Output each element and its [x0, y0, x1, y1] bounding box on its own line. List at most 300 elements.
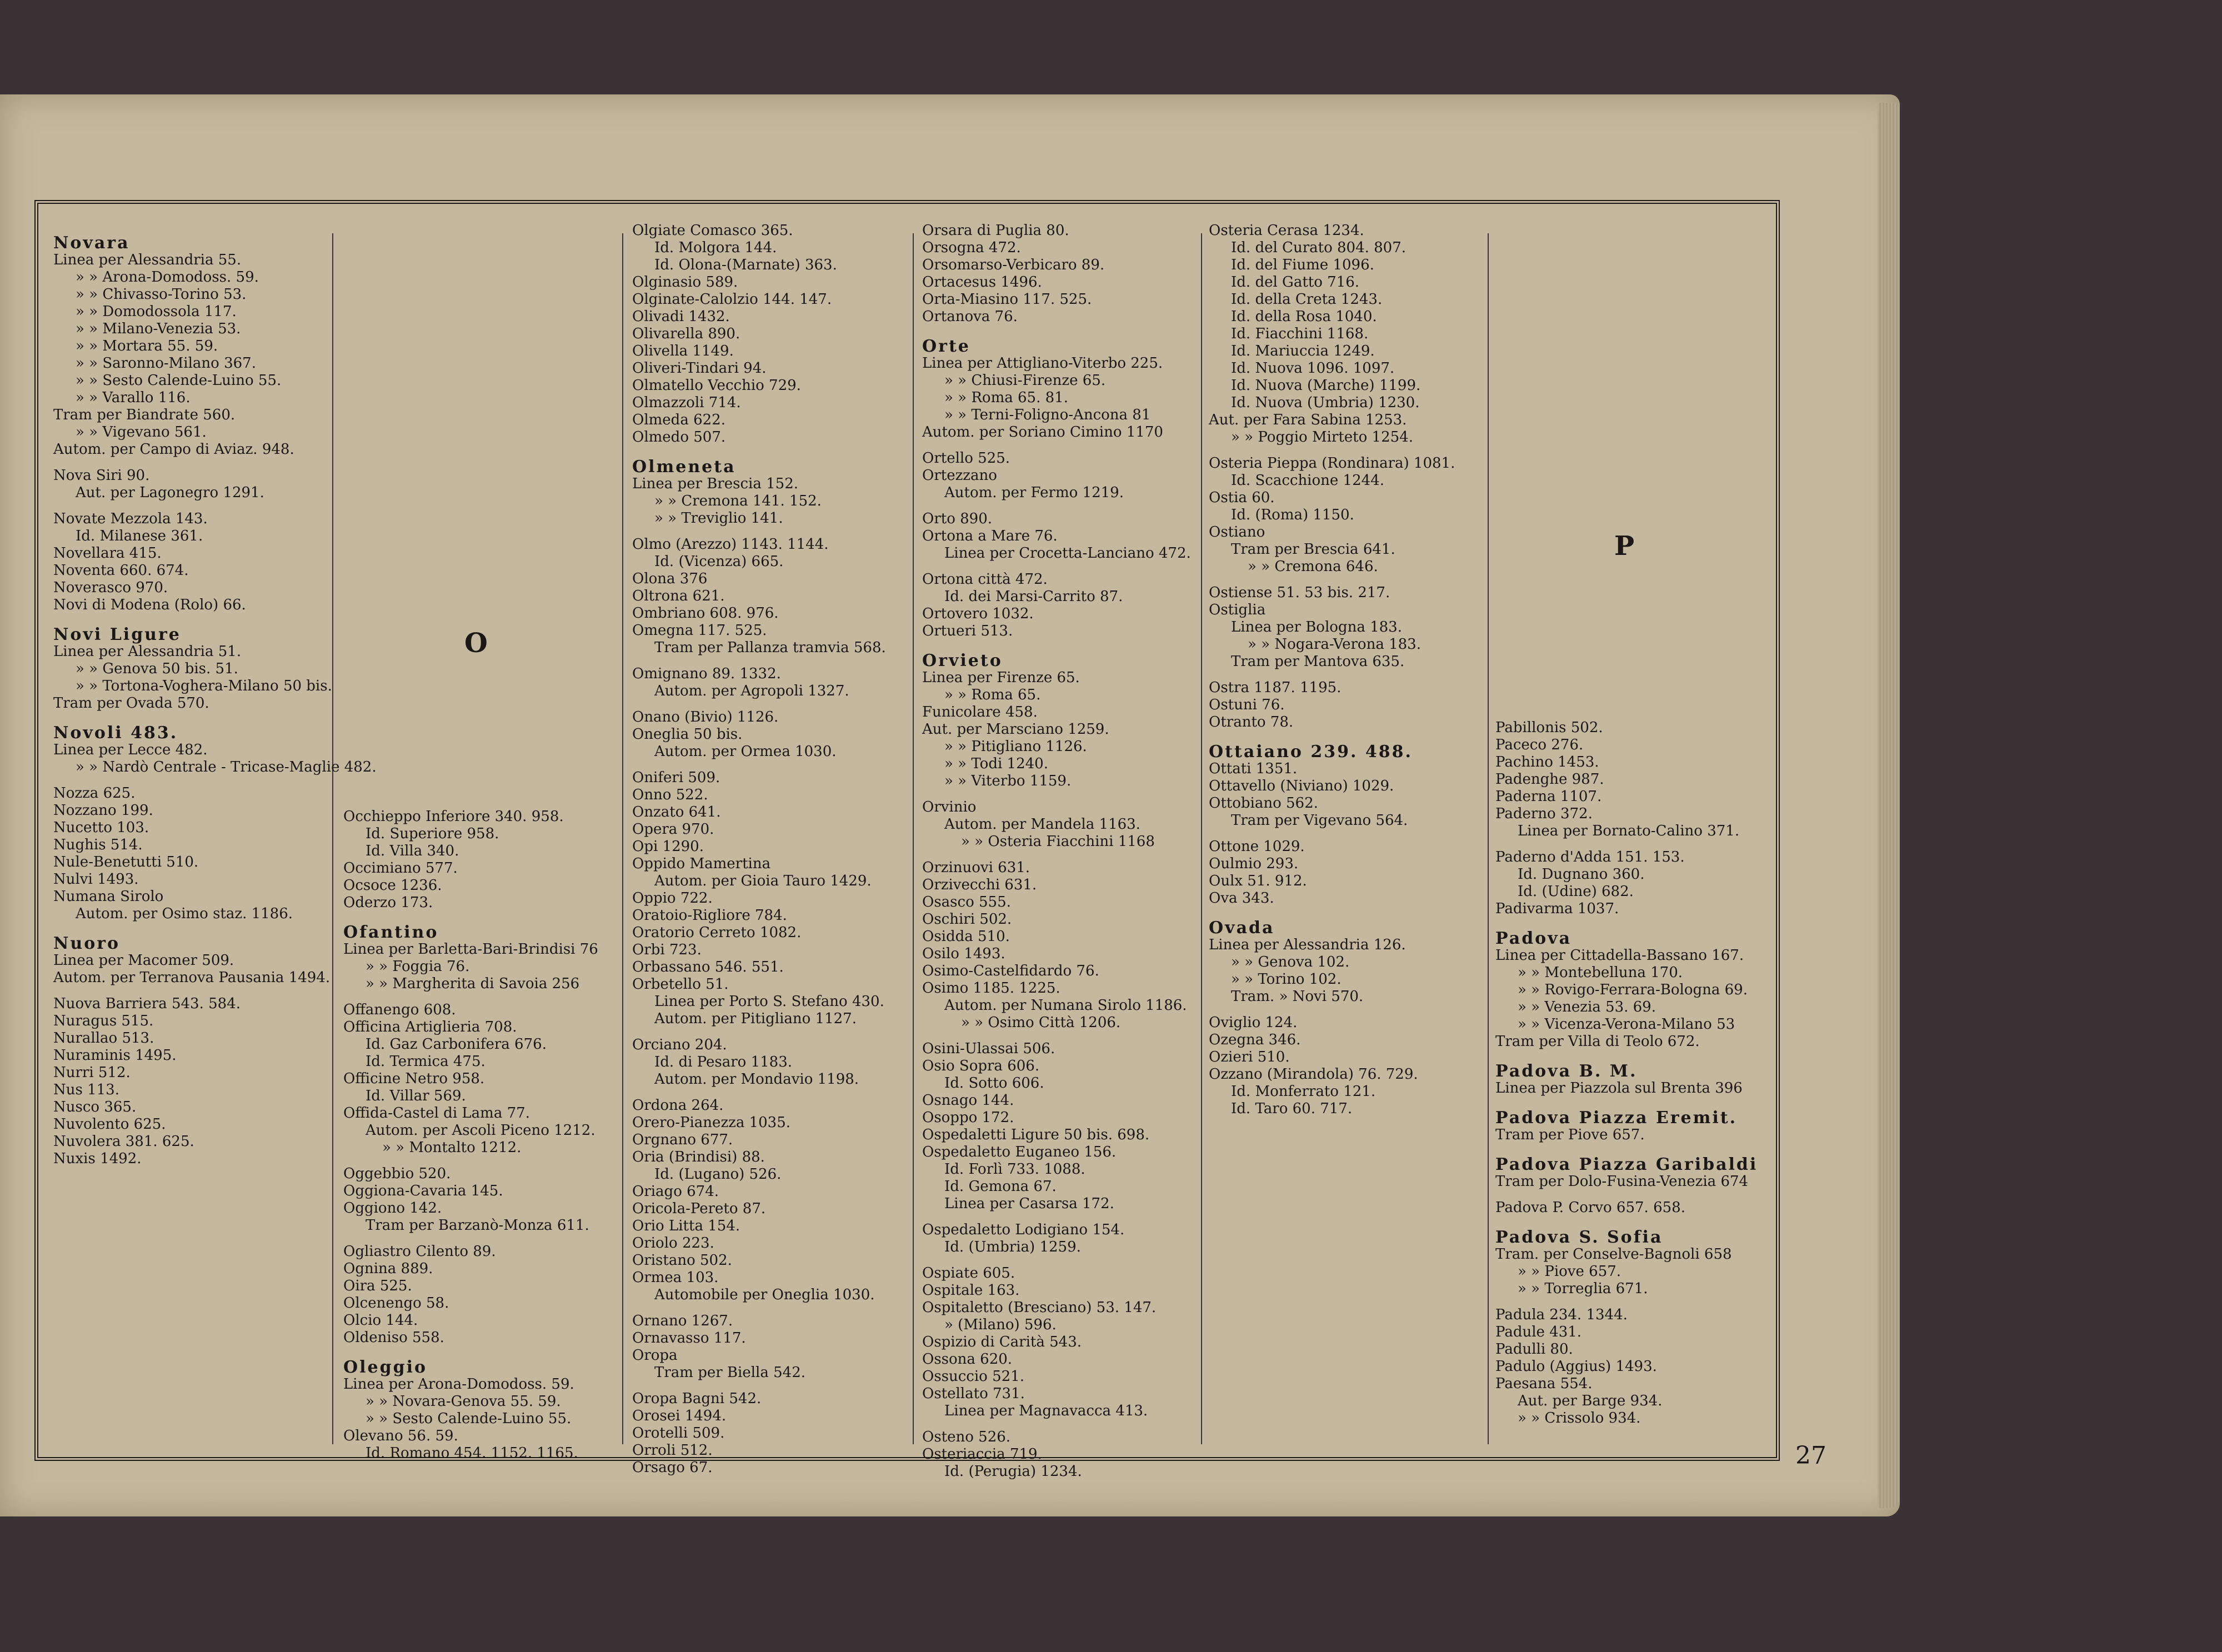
index-entry: Id. del Gatto 716. — [1231, 274, 1360, 291]
index-entry: Aut. per Marsciano 1259. — [922, 721, 1109, 738]
index-entry: Id. Monferrato 121. — [1231, 1083, 1376, 1100]
index-entry: » » Viterbo 1159. — [944, 773, 1072, 789]
index-entry: Id. Sotto 606. — [944, 1075, 1044, 1092]
index-entry: Oltrona 621. — [632, 588, 725, 604]
index-entry: Aut. per Barge 934. — [1518, 1393, 1663, 1409]
index-entry: Ocsoce 1236. — [343, 877, 442, 894]
index-entry: Orbassano 546. 551. — [632, 959, 784, 975]
index-entry: Nuragus 515. — [53, 1013, 154, 1029]
index-entry: Linea per Alessandria 51. — [53, 643, 242, 660]
index-entry: Paceco 276. — [1495, 737, 1584, 753]
index-entry: Novellara 415. — [53, 545, 162, 562]
index-entry: Oira 525. — [343, 1278, 412, 1294]
index-entry: » » Domodossola 117. — [76, 303, 237, 320]
index-entry: Oricola-Pereto 87. — [632, 1200, 766, 1217]
index-entry: Aut. per Lagonegro 1291. — [76, 484, 264, 501]
index-entry: Nughis 514. — [53, 837, 143, 853]
index-entry: Orsogna 472. — [922, 239, 1021, 256]
index-entry: Oneglia 50 bis. — [632, 726, 743, 743]
index-entry: » » Tortona-Voghera-Milano 50 bis. — [76, 678, 332, 694]
index-entry: Ottobiano 562. — [1209, 795, 1318, 812]
index-entry: Olmazzoli 714. — [632, 394, 741, 411]
index-entry: » » Vigevano 561. — [76, 424, 207, 440]
index-entry: Oppido Mamertina — [632, 855, 771, 872]
index-entry: » » Foggia 76. — [366, 958, 470, 975]
index-entry: Oppio 722. — [632, 890, 713, 907]
index-entry: Id. (Perugia) 1234. — [944, 1463, 1082, 1480]
index-entry: Orvinio — [922, 799, 977, 815]
index-entry: Ordona 264. — [632, 1097, 724, 1114]
column-separator — [1201, 233, 1202, 1444]
index-entry: Orroli 512. — [632, 1442, 713, 1459]
index-entry: Ospitale 163. — [922, 1282, 1020, 1299]
index-entry: Oggebbio 520. — [343, 1165, 451, 1182]
index-entry: Olcio 144. — [343, 1312, 418, 1329]
index-entry: Orio Litta 154. — [632, 1218, 740, 1234]
index-entry: Oulmio 293. — [1209, 855, 1299, 872]
index-entry: Ornano 1267. — [632, 1313, 733, 1329]
index-entry: Nuraminis 1495. — [53, 1047, 177, 1064]
index-entry: Id. Milanese 361. — [76, 528, 203, 544]
index-entry: Autom. per Mandela 1163. — [944, 816, 1140, 833]
index-entry: » » Mortara 55. 59. — [76, 338, 218, 354]
index-entry: Olmatello Vecchio 729. — [632, 377, 801, 394]
index-entry: Ossuccio 521. — [922, 1368, 1024, 1385]
index-entry: Occimiano 577. — [343, 860, 458, 877]
index-entry: Pachino 1453. — [1495, 754, 1599, 770]
index-entry: Linea per Piazzola sul Brenta 396 — [1495, 1080, 1743, 1097]
index-entry: Olgiate Comasco 365. — [632, 222, 793, 239]
index-entry: Padivarma 1037. — [1495, 900, 1619, 917]
index-entry: Linea per Alessandria 55. — [53, 252, 242, 268]
index-entry: Ortello 525. — [922, 450, 1010, 467]
index-entry: » » Todi 1240. — [944, 755, 1048, 772]
index-entry: » » Treviglio 141. — [654, 510, 783, 527]
index-entry: Oldeniso 558. — [343, 1329, 444, 1346]
index-entry: Omignano 89. 1332. — [632, 665, 781, 682]
index-entry: Olivella 1149. — [632, 343, 734, 359]
index-entry: Autom. per Fermo 1219. — [944, 484, 1124, 501]
index-entry: » » Vicenza-Verona-Milano 53 — [1518, 1016, 1735, 1033]
index-entry: Ospedaletto Lodigiano 154. — [922, 1222, 1125, 1238]
index-entry: Nus 113. — [53, 1082, 119, 1098]
index-entry: Osimo 1185. 1225. — [922, 980, 1060, 997]
index-heading: Ovada — [1209, 918, 1275, 938]
index-entry: Autom. per Numana Sirolo 1186. — [944, 997, 1187, 1014]
index-column-1 — [53, 222, 377, 1444]
index-entry: Nova Siri 90. — [53, 467, 150, 484]
index-entry: Offanengo 608. — [343, 1002, 456, 1018]
column-separator — [913, 233, 914, 1444]
index-entry: Aut. per Fara Sabina 1253. — [1209, 412, 1407, 428]
index-entry: Id. di Pesaro 1183. — [654, 1054, 793, 1070]
index-entry: Olmeda 622. — [632, 412, 725, 428]
index-entry: » » Arona-Domodoss. 59. — [76, 269, 259, 286]
index-entry: Oropa Bagni 542. — [632, 1390, 762, 1407]
index-entry: Occhieppo Inferiore 340. 958. — [343, 808, 564, 825]
index-entry: Linea per Lecce 482. — [53, 742, 208, 758]
index-entry: Id. Taro 60. 717. — [1231, 1100, 1353, 1117]
index-entry: Olmedo 507. — [632, 429, 726, 445]
page-edge — [1878, 103, 1900, 1508]
index-entry: Osasco 555. — [922, 894, 1011, 910]
index-entry: Olginate-Calolzio 144. 147. — [632, 291, 832, 308]
index-entry: Funicolare 458. — [922, 704, 1038, 720]
index-entry: Nurallao 513. — [53, 1030, 154, 1047]
index-entry: » » Cremona 646. — [1248, 558, 1378, 575]
index-entry: Ospedaletto Euganeo 156. — [922, 1144, 1117, 1160]
index-heading: Novara — [53, 233, 130, 253]
index-entry: Nuxis 1492. — [53, 1150, 142, 1167]
index-entry: Olona 376 — [632, 570, 708, 587]
index-entry: Linea per Casarsa 172. — [944, 1195, 1114, 1212]
index-entry: Tram. » Novi 570. — [1231, 988, 1364, 1005]
index-entry: Id. (Umbria) 1259. — [944, 1239, 1081, 1255]
index-entry: Orta-Miasino 117. 525. — [922, 291, 1092, 308]
index-entry: » » Terni-Foligno-Ancona 81 — [944, 407, 1151, 423]
index-entry: Linea per Brescia 152. — [632, 475, 798, 492]
index-entry: Oria (Brindisi) 88. — [632, 1149, 765, 1165]
index-entry: Noverasco 970. — [53, 579, 168, 596]
index-entry: » » Genova 102. — [1231, 954, 1350, 970]
index-entry: Padova P. Corvo 657. 658. — [1495, 1199, 1685, 1216]
index-heading: Olmeneta — [632, 457, 736, 477]
index-entry: Ostiglia — [1209, 602, 1266, 618]
index-entry: Oliveri-Tindari 94. — [632, 360, 767, 377]
index-entry: Automobile per Oneglia 1030. — [654, 1286, 875, 1303]
index-entry: » » Roma 65. — [944, 687, 1041, 703]
index-heading: Padova S. Sofia — [1495, 1228, 1663, 1247]
index-entry: » » Chivasso-Torino 53. — [76, 286, 247, 303]
index-entry: » (Milano) 596. — [944, 1316, 1057, 1333]
index-entry: Ottone 1029. — [1209, 838, 1305, 855]
section-letter-p: P — [1614, 530, 1635, 562]
index-heading: Novoli 483. — [53, 723, 178, 743]
index-heading: Ottaiano 239. 488. — [1209, 742, 1413, 762]
index-entry: » » Torino 102. — [1231, 971, 1342, 988]
index-entry: Id. Scacchione 1244. — [1231, 472, 1384, 489]
index-entry: Padenghe 987. — [1495, 771, 1604, 788]
index-entry: Oriolo 223. — [632, 1235, 714, 1251]
index-entry: Nozzano 199. — [53, 802, 153, 819]
index-heading: Padova Piazza Garibaldi — [1495, 1155, 1758, 1174]
index-entry: Ogliastro Cilento 89. — [343, 1243, 496, 1260]
index-entry: Ombriano 608. 976. — [632, 605, 779, 622]
index-entry: Ormea 103. — [632, 1269, 719, 1286]
index-entry: Olevano 56. 59. — [343, 1428, 458, 1444]
index-entry: Ozzano (Mirandola) 76. 729. — [1209, 1066, 1418, 1083]
index-entry: Linea per Magnavacca 413. — [944, 1403, 1148, 1419]
index-entry: Orzinuovi 631. — [922, 859, 1030, 876]
index-entry: Pabillonis 502. — [1495, 719, 1603, 736]
index-entry: Nurri 512. — [53, 1064, 131, 1081]
index-entry: Autom. per Terranova Pausania 1494. — [53, 969, 331, 986]
index-entry: » » Poggio Mirteto 1254. — [1231, 429, 1413, 445]
index-entry: Onano (Bivio) 1126. — [632, 709, 779, 725]
index-entry: Nuova Barriera 543. 584. — [53, 995, 241, 1012]
index-entry: Ortacesus 1496. — [922, 274, 1042, 291]
index-entry: Ozieri 510. — [1209, 1049, 1290, 1065]
index-entry: Paderno 372. — [1495, 805, 1593, 822]
index-entry: Novi di Modena (Rolo) 66. — [53, 597, 246, 613]
index-entry: Id. Gaz Carbonifera 676. — [366, 1036, 547, 1053]
index-entry: Orbi 723. — [632, 942, 702, 958]
index-entry: Tram. per Conselve-Bagnoli 658 — [1495, 1246, 1732, 1263]
index-entry: » » Saronno-Milano 367. — [76, 355, 256, 372]
index-entry: Ostuni 76. — [1209, 697, 1285, 713]
index-entry: Olginasio 589. — [632, 274, 738, 291]
index-entry: Id. (Vicenza) 665. — [654, 553, 784, 570]
index-entry: Ospedaletti Ligure 50 bis. 698. — [922, 1127, 1150, 1143]
index-entry: » » Genova 50 bis. 51. — [76, 660, 238, 677]
index-entry: Nucetto 103. — [53, 819, 149, 836]
index-entry: Ottavello (Niviano) 1029. — [1209, 778, 1394, 794]
index-entry: » » Roma 65. 81. — [944, 389, 1068, 406]
index-entry: Orotelli 509. — [632, 1425, 725, 1441]
index-entry: Id. Gemona 67. — [944, 1178, 1057, 1195]
index-entry: Linea per Arona-Domodoss. 59. — [343, 1376, 574, 1393]
index-entry: » » Pitigliano 1126. — [944, 738, 1087, 755]
index-entry: Id. della Rosa 1040. — [1231, 308, 1377, 325]
index-entry: Tram per Ovada 570. — [53, 695, 209, 712]
index-entry: Padulo (Aggius) 1493. — [1495, 1358, 1657, 1375]
column-separator — [1488, 233, 1489, 1444]
index-column-5 — [1209, 222, 1483, 1444]
index-entry: Id. Mariuccia 1249. — [1231, 343, 1375, 359]
index-entry: Opera 970. — [632, 821, 714, 838]
column-separator — [622, 233, 623, 1444]
index-entry: Tram per Dolo-Fusina-Venezia 674 — [1495, 1173, 1749, 1190]
column-separator — [332, 233, 333, 1444]
index-entry: Osteno 526. — [922, 1429, 1011, 1445]
index-heading: Novi Ligure — [53, 625, 181, 644]
section-letter-o: O — [464, 628, 488, 659]
index-entry: Id. (Roma) 1150. — [1231, 507, 1354, 523]
index-entry: » » Piove 657. — [1518, 1263, 1622, 1280]
index-entry: Osoppo 172. — [922, 1109, 1014, 1126]
index-entry: » » Sesto Calende-Luino 55. — [76, 372, 282, 389]
index-entry: Ozegna 346. — [1209, 1032, 1301, 1048]
index-entry: » » Milano-Venezia 53. — [76, 321, 241, 337]
index-entry: Autom. per Osimo staz. 1186. — [76, 905, 293, 922]
index-entry: Ortovero 1032. — [922, 605, 1034, 622]
index-entry: » » Montalto 1212. — [382, 1139, 522, 1156]
index-heading: Padova — [1495, 929, 1572, 948]
index-entry: Paesana 554. — [1495, 1375, 1593, 1392]
index-entry: Osini-Ulassai 506. — [922, 1040, 1055, 1057]
index-entry: Orbetello 51. — [632, 976, 729, 993]
index-entry: Ornavasso 117. — [632, 1330, 746, 1346]
index-entry: » » Rovigo-Ferrara-Bologna 69. — [1518, 982, 1748, 998]
index-entry: Id. Villa 340. — [366, 843, 459, 859]
index-entry: Padula 234. 1344. — [1495, 1306, 1628, 1323]
index-entry: Autom. per Ascoli Piceno 1212. — [366, 1122, 595, 1139]
index-entry: Autom. per Pitigliano 1127. — [654, 1010, 857, 1027]
index-entry: » » Venezia 53. 69. — [1518, 999, 1656, 1015]
index-entry: » » Torreglia 671. — [1518, 1280, 1648, 1297]
index-entry: Ortezzano — [922, 467, 997, 484]
index-entry: Linea per Bologna 183. — [1231, 619, 1402, 635]
index-entry: Id. Dugnano 360. — [1518, 866, 1645, 883]
index-entry: Tram per Biella 542. — [654, 1364, 806, 1381]
index-entry: Oulx 51. 912. — [1209, 873, 1307, 889]
index-entry: Offida-Castel di Lama 77. — [343, 1105, 530, 1122]
index-entry: Oderzo 173. — [343, 894, 433, 911]
index-entry: Osilo 1493. — [922, 945, 1005, 962]
index-heading: Orte — [922, 337, 970, 356]
index-entry: Olcenengo 58. — [343, 1295, 449, 1311]
index-entry: Oratoio-Rigliore 784. — [632, 907, 787, 924]
index-entry: Linea per Attigliano-Viterbo 225. — [922, 355, 1163, 372]
index-entry: Id. Molgora 144. — [654, 239, 777, 256]
index-entry: Linea per Bornato-Calino 371. — [1518, 823, 1740, 839]
index-entry: Onno 522. — [632, 787, 708, 803]
index-entry: Oggiona-Cavaria 145. — [343, 1183, 503, 1199]
index-entry: Oristano 502. — [632, 1252, 732, 1269]
index-column-3 — [632, 222, 907, 1476]
index-column-6 — [1495, 719, 1773, 1447]
index-entry: Id. (Udine) 682. — [1518, 883, 1634, 900]
index-entry: Id. Romano 454. 1152. 1165. — [366, 1445, 578, 1461]
index-entry: Oviglio 124. — [1209, 1014, 1298, 1031]
index-heading: Padova Piazza Eremit. — [1495, 1108, 1738, 1128]
index-entry: Nulvi 1493. — [53, 871, 139, 888]
index-entry: » » Margherita di Savoia 256 — [366, 975, 580, 992]
index-entry: Id. (Lugano) 526. — [654, 1166, 782, 1183]
index-entry: Oniferi 509. — [632, 769, 720, 786]
index-entry: Id. Termica 475. — [366, 1053, 486, 1070]
index-entry: Ossona 620. — [922, 1351, 1013, 1368]
index-heading: Ofantino — [343, 923, 439, 942]
index-entry: Orciano 204. — [632, 1037, 727, 1053]
index-entry: Ospizio di Carità 543. — [922, 1334, 1082, 1350]
index-entry: Oriago 674. — [632, 1183, 719, 1200]
index-entry: Ova 343. — [1209, 890, 1274, 907]
index-entry: Orsago 67. — [632, 1459, 713, 1476]
index-entry: » » Crissolo 934. — [1518, 1410, 1641, 1426]
index-entry: Ospitaletto (Bresciano) 53. 147. — [922, 1299, 1157, 1316]
index-entry: » » Montebelluna 170. — [1518, 964, 1683, 981]
index-entry: Id. Olona-(Marnate) 363. — [654, 257, 837, 273]
index-entry: Oschiri 502. — [922, 911, 1012, 928]
index-entry: Id. Nuova 1096. 1097. — [1231, 360, 1395, 377]
index-entry: Ortueri 513. — [922, 623, 1013, 639]
index-entry: Orosei 1494. — [632, 1408, 727, 1424]
index-entry: » » Novara-Genova 55. 59. — [366, 1393, 561, 1410]
index-entry: Id. Superiore 958. — [366, 825, 499, 842]
index-entry: Autom. per Soriano Cimino 1170 — [922, 424, 1163, 440]
index-entry: Osteria Cerasa 1234. — [1209, 222, 1364, 239]
index-entry: Autom. per Ormea 1030. — [654, 743, 837, 760]
index-entry: Onzato 641. — [632, 804, 721, 820]
index-entry: Autom. per Gioia Tauro 1429. — [654, 873, 872, 889]
index-entry: Paderno d'Adda 151. 153. — [1495, 849, 1685, 865]
index-entry: Id. del Fiume 1096. — [1231, 257, 1374, 273]
index-entry: » » Osteria Fiacchini 1168 — [961, 833, 1155, 850]
index-heading: Padova B. M. — [1495, 1062, 1638, 1081]
index-entry: Tram per Vigevano 564. — [1231, 812, 1408, 829]
index-entry: Omegna 117. 525. — [632, 622, 767, 639]
index-entry: Ospiate 605. — [922, 1265, 1015, 1281]
index-entry: Padulli 80. — [1495, 1341, 1573, 1358]
index-entry: Autom. per Mondavio 1198. — [654, 1071, 859, 1088]
index-entry: Linea per Firenze 65. — [922, 669, 1080, 686]
index-entry: Numana Sirolo — [53, 888, 164, 905]
index-entry: Ostellato 731. — [922, 1385, 1025, 1402]
index-entry: Tram per Biandrate 560. — [53, 407, 236, 423]
index-entry: Oratorio Cerreto 1082. — [632, 924, 802, 941]
index-entry: Id. del Curato 804. 807. — [1231, 239, 1407, 256]
index-entry: Autom. per Campo di Aviaz. 948. — [53, 441, 294, 458]
index-entry: Orgnano 677. — [632, 1132, 733, 1148]
index-entry: Oggiono 142. — [343, 1200, 442, 1217]
index-entry: Osimo-Castelfidardo 76. — [922, 963, 1099, 979]
index-entry: Nusco 365. — [53, 1099, 137, 1115]
index-entry: Osidda 510. — [922, 928, 1010, 945]
index-entry: Linea per Crocetta-Lanciano 472. — [944, 545, 1191, 562]
index-entry: Tram per Barzanò-Monza 611. — [366, 1217, 589, 1234]
index-entry: Ostiense 51. 53 bis. 217. — [1209, 584, 1390, 601]
index-entry: » » Nogara-Verona 183. — [1248, 636, 1421, 653]
index-entry: Orzivecchi 631. — [922, 877, 1037, 893]
index-entry: Novate Mezzola 143. — [53, 510, 208, 527]
index-entry: Id. Fiacchini 1168. — [1231, 326, 1369, 342]
index-entry: Ortona a Mare 76. — [922, 528, 1058, 544]
page-number: 27 — [1795, 1441, 1826, 1470]
index-entry: Tram per Piove 657. — [1495, 1127, 1645, 1143]
index-entry: Orero-Pianezza 1035. — [632, 1114, 791, 1131]
index-entry: Olmo (Arezzo) 1143. 1144. — [632, 536, 829, 553]
index-entry: » » Varallo 116. — [76, 389, 191, 406]
index-entry: Ostra 1187. 1195. — [1209, 679, 1342, 696]
index-entry: Id. Forlì 733. 1088. — [944, 1161, 1085, 1178]
index-entry: Officine Netro 958. — [343, 1070, 485, 1087]
index-entry: Autom. per Agropoli 1327. — [654, 683, 849, 699]
index-entry: Otranto 78. — [1209, 714, 1294, 730]
index-entry: Tram per Brescia 641. — [1231, 541, 1395, 558]
index-entry: » » Osimo Città 1206. — [961, 1014, 1121, 1031]
index-entry: Nuvolento 625. — [53, 1116, 166, 1133]
index-entry: Ostiano — [1209, 524, 1265, 540]
index-entry: Padule 431. — [1495, 1324, 1582, 1340]
index-entry: Osteria Pieppa (Rondinara) 1081. — [1209, 455, 1455, 472]
index-entry: Ognina 889. — [343, 1260, 433, 1277]
index-entry: Osnago 144. — [922, 1092, 1014, 1109]
index-heading: Oleggio — [343, 1358, 427, 1377]
index-entry: Osteriaccia 719. — [922, 1446, 1042, 1463]
index-entry: Linea per Cittadella-Bassano 167. — [1495, 947, 1744, 964]
index-entry: Linea per Alessandria 126. — [1209, 937, 1406, 953]
index-heading: Orvieto — [922, 651, 1003, 670]
index-entry: Id. dei Marsi-Carrito 87. — [944, 588, 1123, 605]
index-entry: Linea per Macomer 509. — [53, 952, 234, 969]
index-entry: Ortanova 76. — [922, 308, 1018, 325]
index-heading: Nuoro — [53, 934, 121, 953]
index-entry: Linea per Porto S. Stefano 430. — [654, 993, 884, 1010]
index-entry: Orsomarso-Verbicaro 89. — [922, 257, 1105, 273]
index-entry: Id. della Creta 1243. — [1231, 291, 1383, 308]
index-column-4 — [922, 222, 1197, 1480]
index-entry: » » Sesto Calende-Luino 55. — [366, 1410, 572, 1427]
index-entry: Id. Nuova (Umbria) 1230. — [1231, 394, 1420, 411]
index-entry: » » Cremona 141. 152. — [654, 493, 822, 509]
index-entry: » » Chiusi-Firenze 65. — [944, 372, 1106, 389]
index-entry: Tram per Villa di Teolo 672. — [1495, 1033, 1700, 1050]
index-entry: Olivarella 890. — [632, 326, 740, 342]
index-entry: Opi 1290. — [632, 838, 704, 855]
index-entry: Ottati 1351. — [1209, 760, 1298, 777]
index-entry: Nuvolera 381. 625. — [53, 1133, 194, 1150]
